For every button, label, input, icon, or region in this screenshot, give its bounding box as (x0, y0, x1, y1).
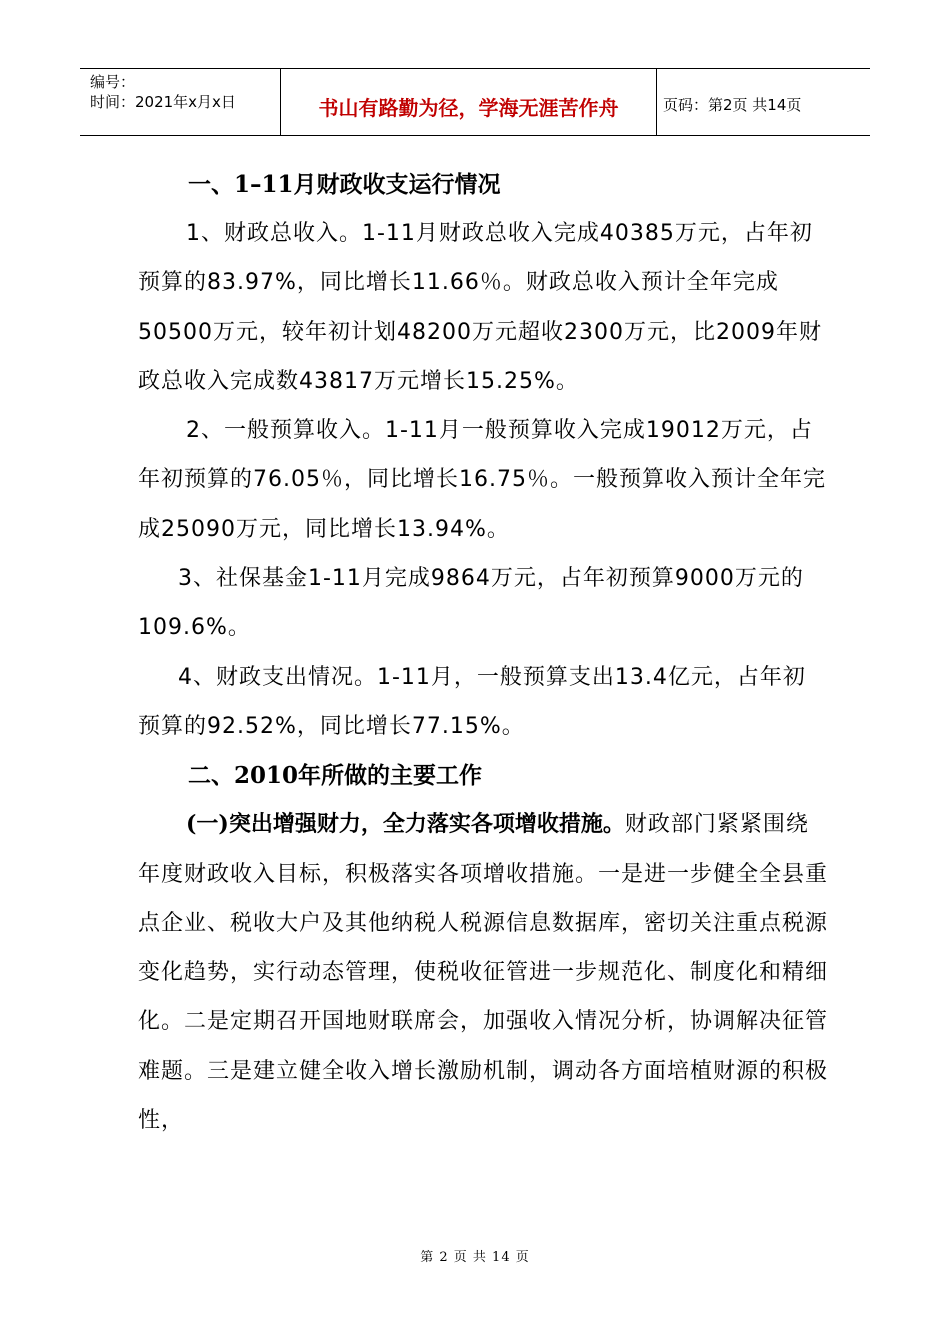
section1-paragraph-4: 4、财政支出情况。1-11月，一般预算支出13.4亿元，占年初预算的92.52%，同比增长77.15%。 (138, 664, 806, 739)
page-footer: 第 2 页 共 14 页 (420, 1250, 530, 1265)
number-label: 编号： (90, 73, 136, 91)
document-body (138, 160, 828, 1145)
section1-heading: 一、1–11月财政收支运行情况 (188, 171, 501, 198)
header-meta (80, 69, 281, 135)
section2-heading: 二、2010年所做的主要工作 (188, 762, 483, 790)
header-page-info: 页码：第2页 共14页 (663, 95, 802, 114)
time-label: 时间：2021年x月x日 (90, 93, 236, 111)
section2-paragraph-1-body: 财政部门紧紧围绕年度财政收入目标，积极落实各项增收措施。一是进一步健全全县重点企业、税收大户及其他纳税人税源信息数据库，密切关注重点税源变化趋势，实行动态管理，使税收征管进一步规范化、制度化和精细化。二是定期召开国地财联席会，加强收入情况分析，协调解决征管难题。三是建立健全收入增长激励机制，调动各方面培植财源的积极性， (138, 812, 829, 1134)
section1-paragraph-3: 3、社保基金1-11月完成9864万元，占年初预算9000万元的109.6%。 (138, 566, 804, 641)
section1-paragraph-1: 1、财政总收入。1-11月财政总收入完成40385万元，占年初预算的83.97%，同比增长11.66％。财政总收入预计全年完成50500万元，较年初计划48200万元超收2300万元，比2009年财政总收入完成数43817万元增长15.25%。 (138, 221, 822, 394)
page-header (80, 68, 870, 136)
section1-paragraph-2: 2、一般预算收入。1-11月一般预算收入完成19012万元，占年初预算的76.05％，同比增长16.75％。一般预算收入预计全年完成25090万元，同比增长13.94%。 (138, 418, 826, 542)
header-motto: 书山有路勤为径，学海无涯苦作舟 (281, 69, 657, 135)
section2-paragraph-1-lead: (一)突出增强财力，全力落实各项增收措施。 (186, 811, 625, 838)
section2-paragraph-1 (138, 800, 828, 1145)
